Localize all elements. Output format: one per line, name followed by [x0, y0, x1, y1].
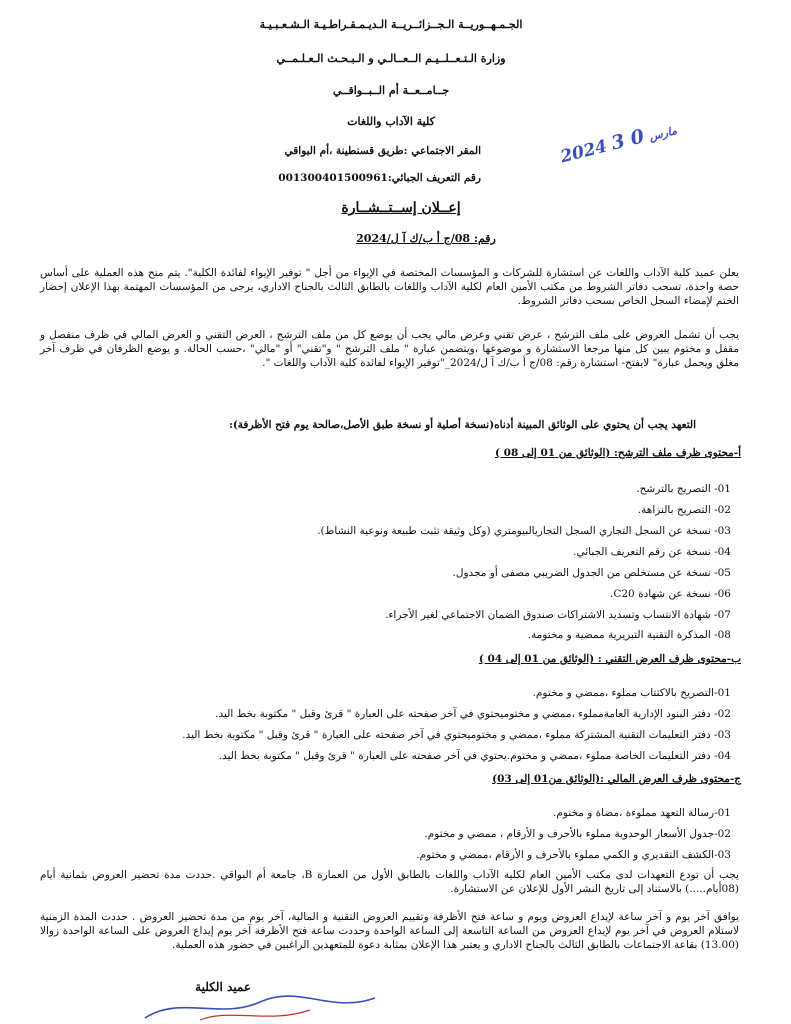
handwritten-signature: [140, 990, 380, 1024]
section-a-item: 01- التصريح بالترشح.: [636, 483, 731, 495]
intro-paragraph-2: يجب أن تشمل العروض على ملف الترشح ، عرض تقني وعرض مالي يجب أن يوضع كل من ملف الترشح ، العرض التقني و العرض المالي في ظرف منفصل و مقفل و مختوم يبين كل منها مرجعا الاستشارة و موضوعها ،ويتضمن عبارة " ملف الترشح " و"تقني" أو "مالي" ،حسب الحالة. و يوضع الظرفان في ظرف آخر مغلق ويحمل عبارة" لايفتح- استشارة رقم: 08/ج أ ب/ك آ ل/2024_"توفير الإيواء لفائدة كلية الآداب واللغات ".: [40, 329, 739, 369]
section-a-title: أ-محتوى ظرف ملف الترشح: (الوثائق من 01 إلى 08 ): [495, 447, 741, 459]
intro-paragraph-1: يعلن عميد كلية الآداب واللغات عن استشارة للشركات و المؤسسات المختصة في الإيواء من أجل " توفير الإيواء لفائدة الكلية". يتم منح هذه العملية على أساس حصة واحدة، تسحب دفاتر الشروط من مكتب الأمين العام لكلية الآداب واللغات بالطابق الثالث بالجناح الاداري، يرجى من المؤسسات المهتمة بهذا الإعلان إحضار الختم لإمضاء السجل الخاص بسحب دفاتر الشروط.: [40, 267, 739, 307]
section-a-item: 05- نسخة عن مستخلص من الجدول الضريبي مصفى أو مجدول.: [452, 567, 731, 579]
section-b-item: 02- دفتر البنود الإدارية العامةمملوء ،ممضي و مختوميحتوي في آخر صفحته على العبارة " قرئ وقبل " مكتوبة بخط اليد.: [215, 708, 731, 720]
dean-signature-label: عميد الكلية: [195, 980, 251, 994]
reference-number: رقم: 08/ج أ ب/ك آ ل/2024: [356, 232, 496, 245]
page-title: إعــلان إســتــشــارة: [341, 200, 461, 216]
stamp-year: 2024: [558, 136, 610, 168]
closing-paragraph-2: يوافق آخر يوم و آخر ساعة لإيداع العروض ويوم و ساعة فتح الأظرفة وتقييم العروض التقنية و المالية، آخر يوم من مدة تحضير العروض . حددت المدة الزمنية لاستلام العروض في آخر يوم لإيداع العروض من الساعة التاسعة إلى الساعة الواحدة وحددت ساعة فتح الأظرفة آخر يوم إيداع العروض على الساعة الواحدة زوالا (13.00) بقاعة الاجتماعات بالطابق الثالث بالجناح الاداري و يعتبر هذا الإعلان بمثابة دعوة للمتعهدين الراغبين في حضور هذه العملية.: [40, 911, 739, 951]
section-b-item: 03- دفتر التعليمات التقنية المشتركة مملوء ،ممضي و مختوميحتوي في آخر صفحته على العبارة " قرئ وقبل " مكتوبة بخط اليد.: [182, 729, 731, 741]
section-a-item: 03- نسخة عن السجل التجاري السجل التجاريالبيومتري (وكل وثيقة تثبت طبيعة ونوعية النشاط).: [317, 525, 731, 537]
stamp-day: 0 3: [609, 125, 647, 155]
tax-id-line: رقم التعريف الجبائي:001300401500961: [278, 172, 481, 184]
section-b-item: 04- دفتر التعليمات الخاصة مملوء ،ممضي و مختوم.يحتوي في آخر صفحته على العبارة " قرئ وقبل " مكتوبة بخط اليد.: [218, 750, 731, 762]
section-c-item: 02-جدول الأسعار الوحدوية مملوء بالأحرف و الأرقام ، ممضي و مختوم.: [424, 828, 731, 840]
section-a-item: 08- المذكرة التقنية التبريرية ممضية و مختومة.: [527, 629, 731, 641]
section-a-item: 06- نسخة عن شهادة C20.: [610, 588, 731, 600]
ministry-header: وزارة الـتـعــلــيـم الــعــالـي و الـبـحـث الـعـلـمــي: [276, 52, 506, 65]
section-a-item: 07- شهادة الانتساب وتسديد الاشتراكات صندوق الضمان الاجتماعي لغير الأجراء.: [385, 609, 731, 621]
address-line: المقر الاجتماعي :طريق قسنطينة ،أم البواقي: [284, 145, 481, 157]
section-c-item: 01-رسالة التعهد مملوءة ،مضاة و مختوم.: [553, 807, 731, 819]
section-b-item: 01-التصريح بالاكتتاب مملوء ،ممضي و مختوم.: [532, 687, 731, 699]
commitment-heading: التعهد يجب أن يحتوي على الوثائق المبينة أدناه(نسخة أصلية أو نسخة طبق الأصل،صالحة يوم فتح الأظرفة):: [228, 419, 696, 431]
university-header: جــامــعــة أم الــبــواقــي: [332, 84, 450, 97]
section-a-item: 04- نسخة عن رقم التعريف الجبائي.: [573, 546, 731, 558]
faculty-header: كلية الآداب واللغات: [347, 115, 435, 128]
section-b-title: ب-محتوى ظرف العرض التقني : (الوثائق من 01 إلى 04 ): [478, 653, 741, 665]
section-a-item: 02- التصريح بالنزاهة.: [637, 504, 731, 516]
stamp-month: مارس: [647, 124, 679, 144]
section-c-item: 03-الكشف التقديري و الكمي مملوء بالأحرف و الأرقام ،ممضي و مختوم.: [416, 849, 731, 861]
republic-header: الجـمـهــوريــة الـجــزائــريــة الـديـمـقـراطـيـة الـشـعـبـيـة: [259, 18, 523, 31]
section-c-title: ج-محتوى ظرف العرض المالي :(الوثائق من01 إلى 03): [492, 773, 741, 785]
closing-paragraph-1: يجب أن تودع التعهدات لدى مكتب الأمين العام لكلية الآداب واللغات بالطابق الأول من العمارة B، جامعة أم البواقي .حددت مدة تحضير العروض بثمانية أيام (08أيام.....) بالاستناد إلى تاريخ النشر الأول للإعلان عن الاستشارة.: [40, 869, 739, 895]
